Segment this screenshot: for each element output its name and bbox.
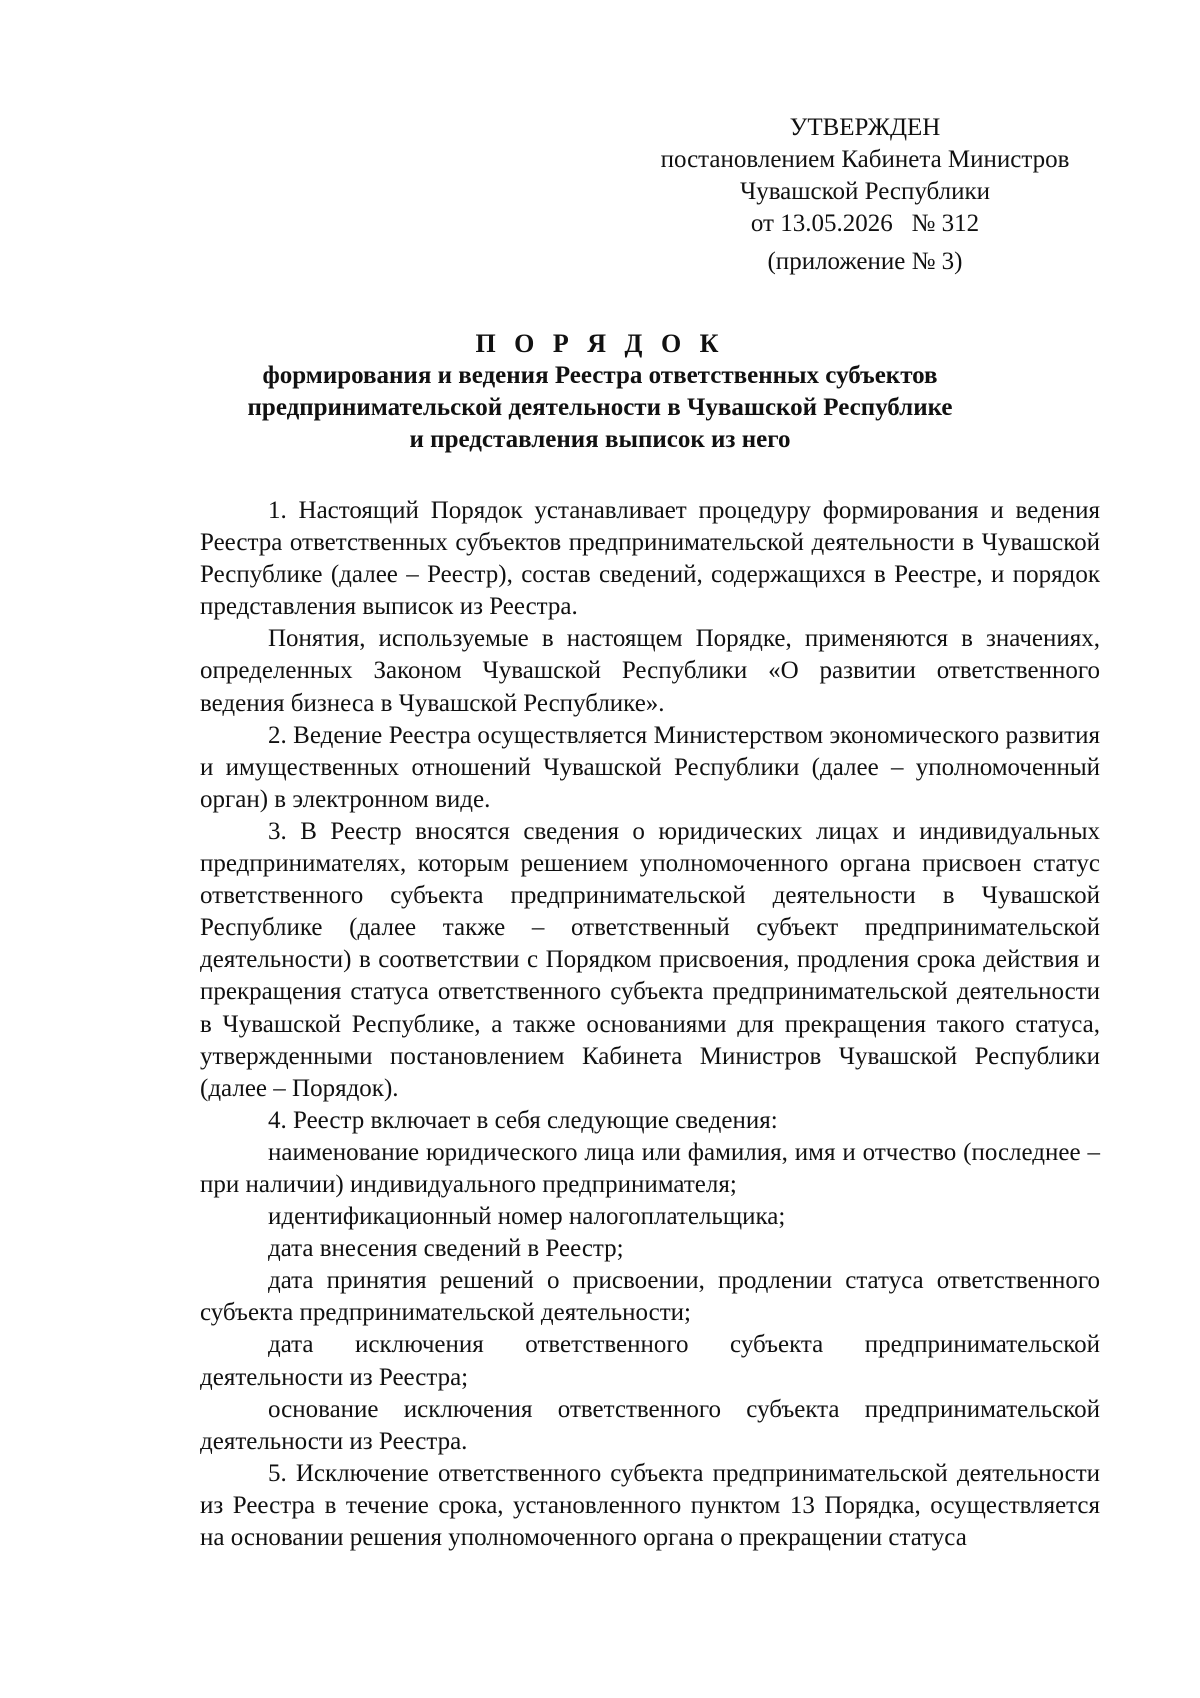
paragraph: 2. Ведение Реестра осуществляется Министерством экономического развития и имущественных отношений Чувашской Республики (далее – уполномоченный орган) в электронном виде.: [200, 721, 1100, 813]
document-body: [200, 495, 1100, 1554]
paragraph: 3. В Реестр вносятся сведения о юридических лицах и индивидуальных предпринимателях, которым решением уполномоченного органа присвоен статус ответственного субъекта предпринимательской деятельности в Чувашской Республике (далее также – ответственный субъект предпринимательской деятельности) в соответствии с Порядком присвоения, продления срока действия и прекращения статуса ответственного субъекта предпринимательской деятельности в Чувашской Республике, а также основаниями для прекращения такого статуса, утвержденными постановлением Кабинета Министров Чувашской Республики (далее – Порядок).: [200, 817, 1100, 1102]
list-item: основание исключения ответственного субъекта предпринимательской деятельности из Реестра.: [200, 1395, 1100, 1455]
title-line: предпринимательской деятельности в Чувашской Республике: [247, 394, 953, 421]
approval-heading: УТВЕРЖДЕН: [789, 114, 941, 141]
approval-stamp: [630, 112, 1100, 240]
paragraph: Понятия, используемые в настоящем Порядке, применяются в значениях, определенных Законом Чувашской Республики «О развитии ответственного ведения бизнеса в Чувашской Республике».: [200, 625, 1100, 717]
approval-region: Чувашской Республики: [739, 178, 991, 205]
document-title: [190, 328, 1010, 456]
title-line: и представления выписок из него: [409, 426, 791, 453]
approval-date-number: от 13.05.2026 № 312: [750, 210, 980, 237]
paragraph: 5. Исключение ответственного субъекта предпринимательской деятельности из Реестра в течение срока, установленного пунктом 13 Порядка, осуществляется на основании решения уполномоченного органа о прекращении статуса: [200, 1459, 1100, 1551]
approval-issuer: постановлением Кабинета Министров: [660, 146, 1070, 173]
title-line: формирования и ведения Реестра ответственных субъектов: [262, 362, 938, 389]
list-item: дата внесения сведений в Реестр;: [268, 1235, 624, 1263]
paragraph: 1. Настоящий Порядок устанавливает процедуру формирования и ведения Реестра ответственных субъектов предпринимательской деятельности в Чувашской Республике (далее – Реестр), состав сведений, содержащихся в Реестре, и порядок представления выписок из Реестра.: [200, 497, 1100, 621]
title-main: П О Р Я Д О К: [475, 329, 725, 358]
list-item: наименование юридического лица или фамилия, имя и отчество (последнее – при наличии) индивидуального предпринимателя;: [200, 1138, 1100, 1198]
appendix-label: (приложение № 3): [767, 248, 963, 275]
list-item: дата исключения ответственного субъекта предпринимательской деятельности из Реестра;: [200, 1331, 1100, 1391]
list-item: идентификационный номер налогоплательщика;: [268, 1203, 786, 1231]
list-item: дата принятия решений о присвоении, продлении статуса ответственного субъекта предпринимательской деятельности;: [200, 1267, 1100, 1327]
paragraph: 4. Реестр включает в себя следующие сведения:: [268, 1106, 778, 1134]
